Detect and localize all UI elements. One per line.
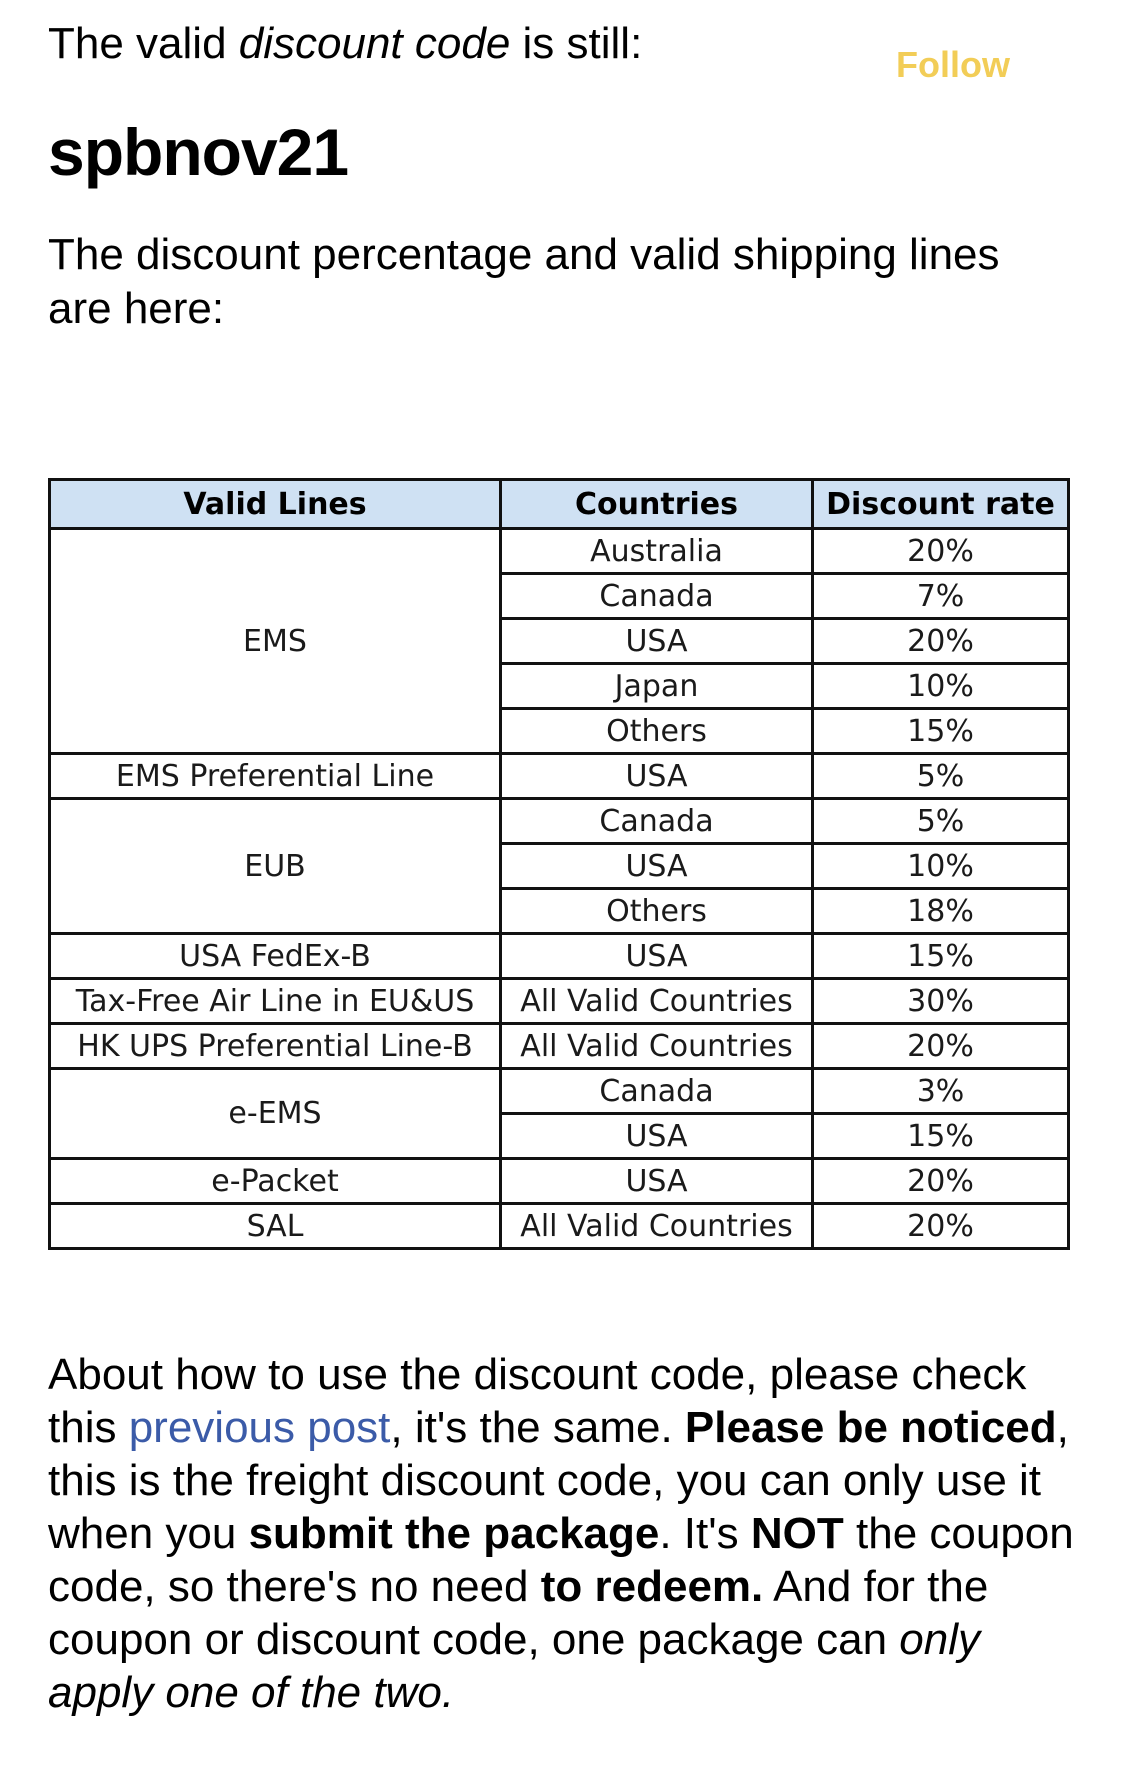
header-discount-rate: Discount rate bbox=[813, 480, 1069, 529]
outro-bold: Please be noticed bbox=[684, 1403, 1057, 1452]
outro-bold: submit the package bbox=[248, 1509, 660, 1558]
follow-button[interactable]: Follow bbox=[896, 44, 1010, 85]
previous-post-link[interactable]: previous post bbox=[128, 1403, 391, 1452]
cell-valid-line: e-EMS bbox=[50, 1069, 501, 1159]
cell-valid-line: e-Packet bbox=[50, 1159, 501, 1204]
table-row bbox=[50, 529, 1069, 574]
cell-country: All Valid Countries bbox=[501, 1204, 813, 1249]
intro-text bbox=[48, 14, 642, 74]
cell-discount-rate: 20% bbox=[813, 529, 1069, 574]
cell-country: All Valid Countries bbox=[501, 979, 813, 1024]
outro-bold: NOT bbox=[750, 1509, 844, 1558]
cell-discount-rate: 30% bbox=[813, 979, 1069, 1024]
cell-country: Australia bbox=[501, 529, 813, 574]
outro-text: the coupon code, so there's no need bbox=[48, 1509, 1074, 1611]
cell-discount-rate: 5% bbox=[813, 799, 1069, 844]
cell-valid-line: EMS bbox=[50, 529, 501, 754]
cell-country: USA bbox=[501, 1114, 813, 1159]
cell-discount-rate: 10% bbox=[813, 664, 1069, 709]
outro-paragraph bbox=[48, 1348, 1078, 1719]
cell-country: Others bbox=[501, 709, 813, 754]
cell-valid-line: USA FedEx-B bbox=[50, 934, 501, 979]
cell-valid-line: HK UPS Preferential Line-B bbox=[50, 1024, 501, 1069]
cell-valid-line: Tax-Free Air Line in EU&US bbox=[50, 979, 501, 1024]
cell-valid-line: EUB bbox=[50, 799, 501, 934]
cell-discount-rate: 7% bbox=[813, 574, 1069, 619]
cell-discount-rate: 15% bbox=[813, 934, 1069, 979]
cell-country: Canada bbox=[501, 574, 813, 619]
intro-emphasis: discount code bbox=[238, 19, 511, 68]
cell-discount-rate: 15% bbox=[813, 1114, 1069, 1159]
cell-discount-rate: 15% bbox=[813, 709, 1069, 754]
header-countries: Countries bbox=[501, 480, 813, 529]
intro-prefix: The valid bbox=[48, 19, 239, 68]
outro-bold: to redeem. bbox=[540, 1562, 764, 1611]
cell-valid-line: EMS Preferential Line bbox=[50, 754, 501, 799]
outro-text: . It's bbox=[659, 1509, 751, 1558]
discount-table-container bbox=[48, 478, 1067, 1250]
table-header-row bbox=[50, 480, 1069, 529]
table-row bbox=[50, 1159, 1069, 1204]
outro-text: , this is the freight discount code, you can only use it when you bbox=[48, 1403, 1069, 1558]
cell-country: Canada bbox=[501, 799, 813, 844]
table-row bbox=[50, 1204, 1069, 1249]
cell-discount-rate: 20% bbox=[813, 1204, 1069, 1249]
discount-code: spbnov21 bbox=[48, 115, 349, 189]
outro-text: , it's the same. bbox=[390, 1403, 685, 1452]
table-row bbox=[50, 799, 1069, 844]
outro-italic: only apply one of the two. bbox=[48, 1615, 980, 1717]
table-row bbox=[50, 934, 1069, 979]
cell-valid-line: SAL bbox=[50, 1204, 501, 1249]
cell-country: USA bbox=[501, 844, 813, 889]
discount-table bbox=[48, 478, 1070, 1250]
cell-country: Canada bbox=[501, 1069, 813, 1114]
cell-discount-rate: 20% bbox=[813, 619, 1069, 664]
cell-country: USA bbox=[501, 934, 813, 979]
cell-discount-rate: 18% bbox=[813, 889, 1069, 934]
table-row bbox=[50, 754, 1069, 799]
header-valid-lines: Valid Lines bbox=[50, 480, 501, 529]
cell-country: USA bbox=[501, 619, 813, 664]
description-text: The discount percentage and valid shipping lines are here: bbox=[48, 230, 1000, 333]
outro-text: About how to use the discount code, please check this bbox=[48, 1350, 1027, 1452]
cell-discount-rate: 20% bbox=[813, 1024, 1069, 1069]
cell-country: USA bbox=[501, 754, 813, 799]
cell-discount-rate: 3% bbox=[813, 1069, 1069, 1114]
cell-discount-rate: 20% bbox=[813, 1159, 1069, 1204]
cell-country: USA bbox=[501, 1159, 813, 1204]
table-row bbox=[50, 1069, 1069, 1114]
outro-text: And for the coupon or discount code, one package can bbox=[48, 1562, 989, 1664]
table-body bbox=[50, 529, 1069, 1249]
cell-country: All Valid Countries bbox=[501, 1024, 813, 1069]
cell-country: Japan bbox=[501, 664, 813, 709]
table-row bbox=[50, 979, 1069, 1024]
table-row bbox=[50, 1024, 1069, 1069]
cell-discount-rate: 5% bbox=[813, 754, 1069, 799]
cell-country: Others bbox=[501, 889, 813, 934]
intro-suffix: is still: bbox=[510, 19, 643, 68]
cell-discount-rate: 10% bbox=[813, 844, 1069, 889]
